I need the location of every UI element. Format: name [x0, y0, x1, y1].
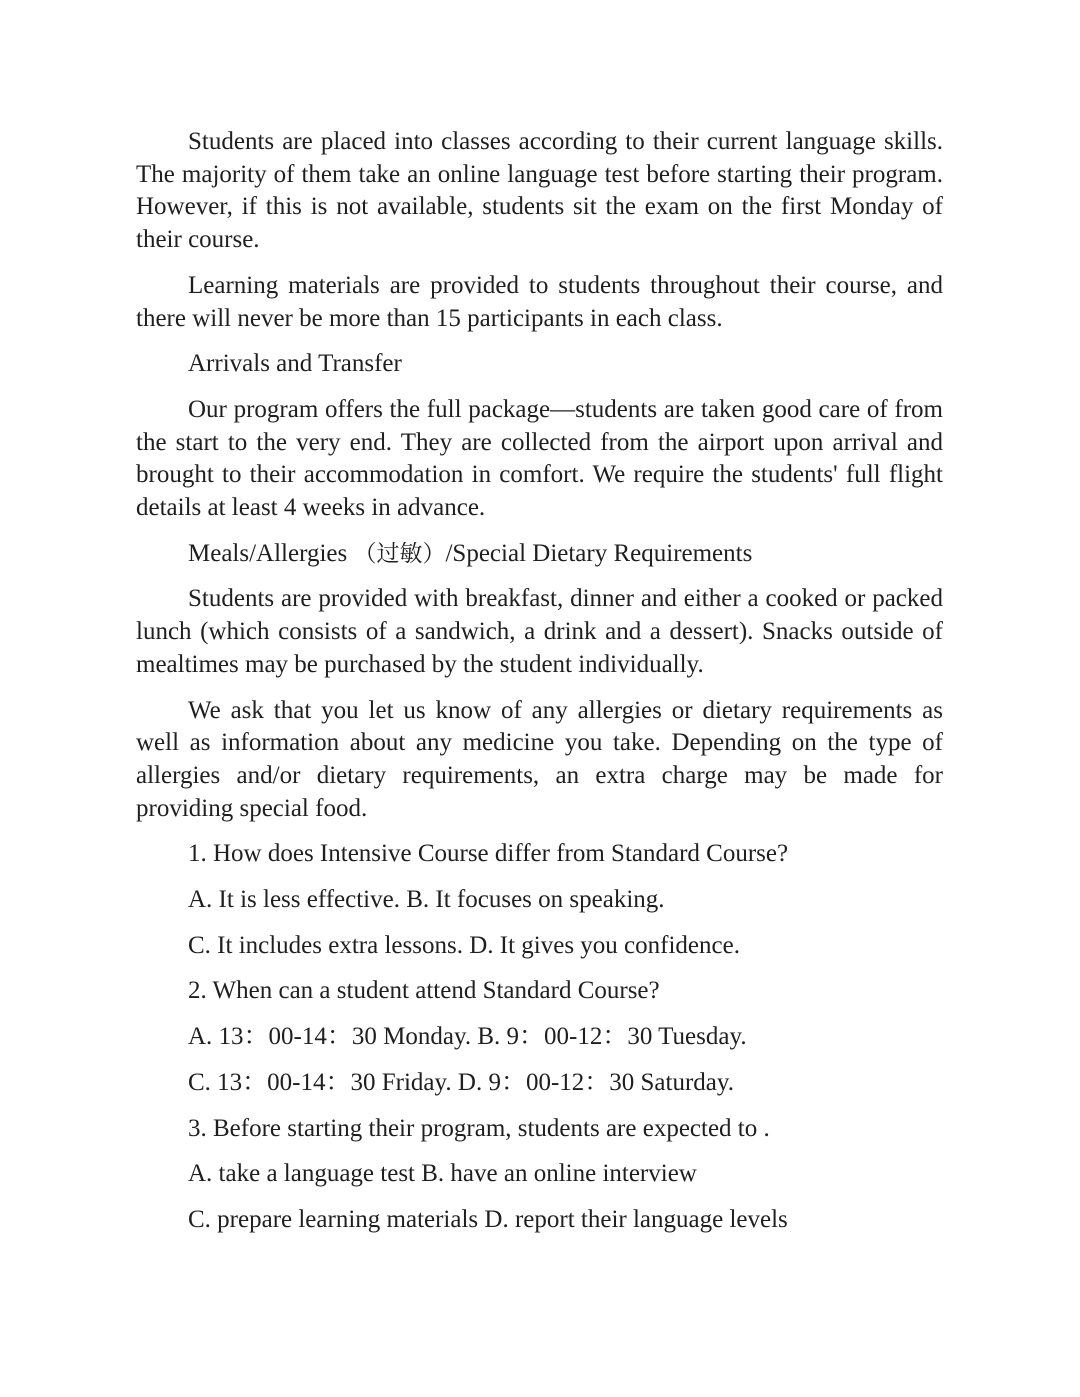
meals-paragraph: Students are provided with breakfast, dinner and either a cooked or packed lunch (which consists of a sandwich, a drink and a dessert). Snacks outside of mealtimes may be purchased by the student individually. [136, 585, 943, 678]
meals-heading [136, 538, 943, 571]
question-3-stem: 3. Before starting their program, students are expected to . [188, 1114, 770, 1142]
meals-heading-cjk: （过敏） [353, 540, 446, 567]
question-2-stem: 2. When can a student attend Standard Course? [188, 977, 660, 1005]
meals-heading-suffix: /Special Dietary Requirements [445, 539, 753, 567]
arrivals-heading: Arrivals and Transfer [188, 350, 402, 378]
question-1-stem: 1. How does Intensive Course differ from Standard Course? [188, 840, 789, 868]
question-1-options-cd: C. It includes extra lessons. D. It gives you confidence. [188, 931, 740, 959]
meals-heading-prefix: Meals/Allergies [188, 539, 354, 567]
materials-paragraph: Learning materials are provided to students throughout their course, and there will never be more than 15 participants in each class. [136, 271, 943, 332]
question-2-options-cd: C. 13：00-14：30 Friday. D. 9：00-12：30 Saturday. [188, 1068, 735, 1096]
placement-paragraph: Students are placed into classes according to their current language skills. The majority of them take an online language test before starting their program. However, if this is not available, students sit the exam on the first Monday of their course. [136, 128, 943, 254]
document-page [136, 126, 943, 1250]
question-2-options-ab: A. 13：00-14：30 Monday. B. 9：00-12：30 Tuesday. [188, 1023, 747, 1051]
question-3-options-ab: A. take a language test B. have an online interview [188, 1160, 697, 1188]
question-3-options-cd: C. prepare learning materials D. report their language levels [188, 1205, 788, 1233]
arrivals-paragraph: Our program offers the full package—students are taken good care of from the start to the very end. They are collected from the airport upon arrival and brought to their accommodation in comfort. We require the students' full flight details at least 4 weeks in advance. [136, 395, 943, 522]
question-1-options-ab: A. It is less effective. B. It focuses on speaking. [188, 886, 665, 914]
allergies-paragraph: We ask that you let us know of any allergies or dietary requirements as well as information about any medicine you take. Depending on the type of allergies and/or dietary requirements, an extra charge may be made for providing special food. [136, 696, 943, 822]
